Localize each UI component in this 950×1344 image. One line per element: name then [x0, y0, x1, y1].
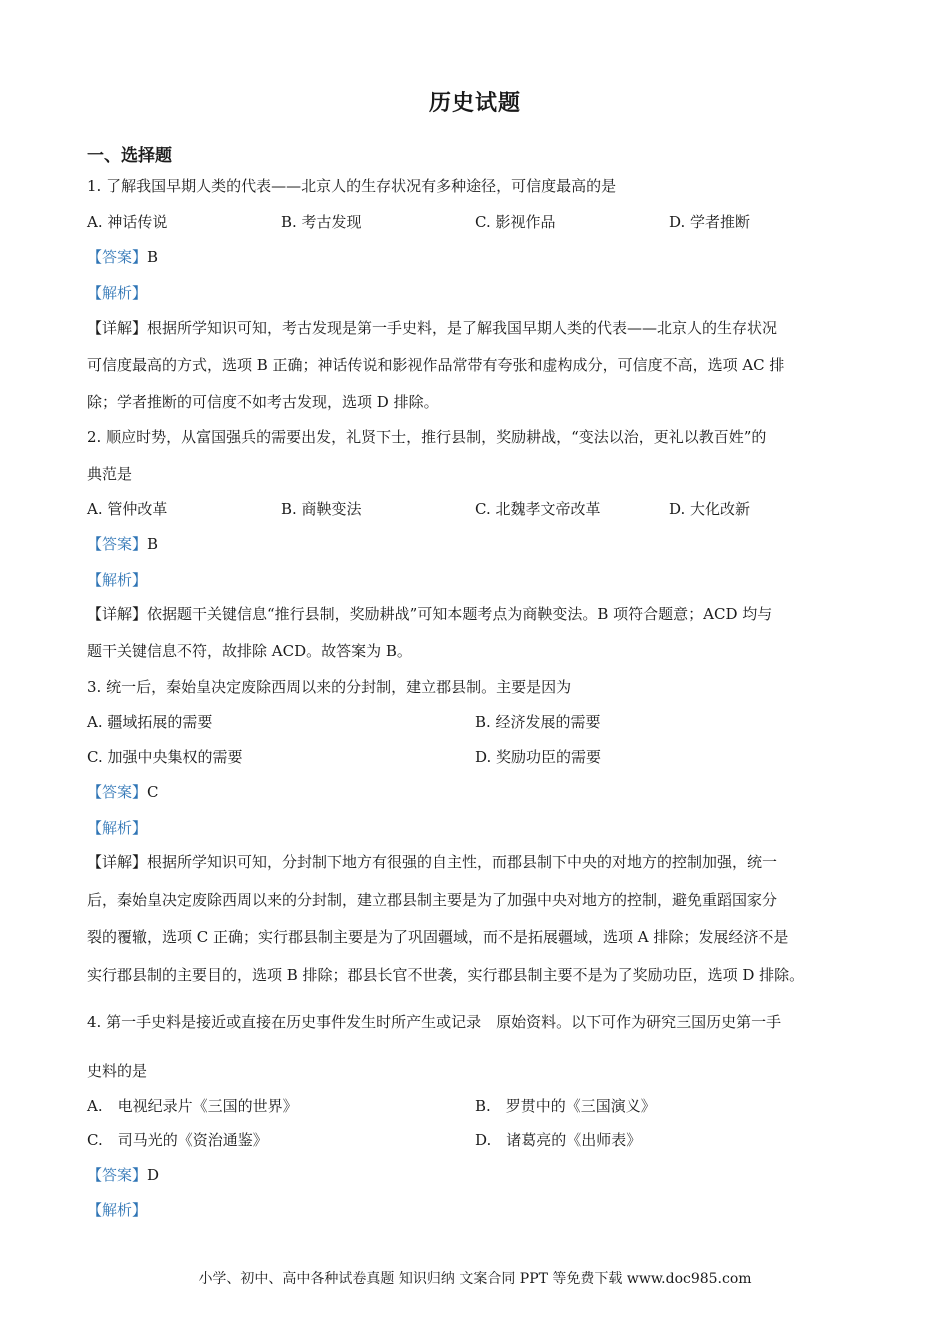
- answer-value: C: [147, 783, 159, 801]
- question-stem: 典范是: [87, 465, 133, 483]
- page-title: 历史试题: [428, 90, 521, 116]
- answer-value: D: [147, 1166, 160, 1184]
- option-c: C. 司马光的《资治通鉴》: [87, 1131, 268, 1149]
- question-stem: 4. 第一手史料是接近或直接在历史事件发生时所产生或记录 原始资料。以下可作为研究三国历史第一手: [87, 1013, 782, 1031]
- detail-line: 【详解】根据所学知识可知，考古发现是第一手史料，是了解我国早期人类的代表——北京人的生存状况: [87, 319, 778, 337]
- page-footer: 小学、初中、高中各种试卷真题 知识归纳 文案合同 PPT 等免费下载 www.doc985.com: [198, 1271, 752, 1287]
- option-a: A. 神话传说: [87, 213, 168, 231]
- option-a: A. 电视纪录片《三国的世界》: [87, 1097, 298, 1115]
- option-b: B. 考古发现: [281, 213, 362, 231]
- option-d: D. 奖励功臣的需要: [475, 748, 602, 766]
- answer-label: 【答案】: [87, 1166, 148, 1184]
- section-heading: 一、选择题: [87, 146, 172, 166]
- detail-line: 后，秦始皇决定废除西周以来的分封制，建立郡县制主要是为了加强中央对地方的控制，避免重蹈国家分: [87, 891, 778, 909]
- detail-line: 实行郡县制的主要目的，选项 B 排除；郡县长官不世袭，实行郡县制主要不是为了奖励功臣，选项 D 排除。: [87, 966, 805, 984]
- answer-row: [87, 534, 158, 554]
- question-stem: 史料的是: [87, 1062, 148, 1080]
- option-a: A. 疆域拓展的需要: [87, 713, 213, 731]
- answer-label: 【答案】: [87, 783, 148, 801]
- option-c: C. 北魏孝文帝改革: [475, 500, 601, 518]
- answer-row: [87, 1165, 159, 1185]
- detail-line: 题干关键信息不符，故排除 ACD。故答案为 B。: [87, 642, 412, 660]
- option-d: D. 诸葛亮的《出师表》: [475, 1131, 642, 1149]
- analysis-label: 【解析】: [87, 571, 148, 589]
- option-b: B. 经济发展的需要: [475, 713, 601, 731]
- analysis-label: 【解析】: [87, 1201, 148, 1219]
- option-b: B. 罗贯中的《三国演义》: [475, 1097, 656, 1115]
- question-stem: 2. 顺应时势，从富国强兵的需要出发，礼贤下士，推行县制，奖励耕战，“变法以治，更礼以教百姓”的: [87, 428, 767, 446]
- answer-label: 【答案】: [87, 248, 148, 266]
- option-a: A. 管仲改革: [87, 500, 168, 518]
- analysis-label: 【解析】: [87, 284, 148, 302]
- detail-line: 裂的覆辙，选项 C 正确；实行郡县制主要是为了巩固疆域，而不是拓展疆域，选项 A 排除；发展经济不是: [87, 928, 789, 946]
- option-d: D. 学者推断: [669, 213, 751, 231]
- analysis-label: 【解析】: [87, 819, 148, 837]
- detail-line: 可信度最高的方式，选项 B 正确；神话传说和影视作品常带有夸张和虚构成分，可信度不高，选项 AC 排: [87, 356, 785, 374]
- option-b: B. 商鞅变法: [281, 500, 362, 518]
- answer-value: B: [147, 248, 159, 266]
- answer-row: [87, 247, 158, 267]
- question-stem: 3. 统一后，秦始皇决定废除西周以来的分封制，建立郡县制。主要是因为: [87, 678, 572, 696]
- answer-row: [87, 782, 159, 802]
- question-stem: 1. 了解我国早期人类的代表——北京人的生存状况有多种途径，可信度最高的是: [87, 177, 617, 195]
- detail-line: 【详解】根据所学知识可知，分封制下地方有很强的自主性，而郡县制下中央的对地方的控制加强，统一: [87, 853, 778, 871]
- detail-line: 除；学者推断的可信度不如考古发现，选项 D 排除。: [87, 393, 439, 411]
- answer-label: 【答案】: [87, 535, 148, 553]
- detail-line: 【详解】依据题干关键信息“推行县制，奖励耕战”可知本题考点为商鞅变法。B 项符合题意；ACD 均与: [87, 605, 773, 623]
- option-c: C. 影视作品: [475, 213, 556, 231]
- option-d: D. 大化改新: [669, 500, 751, 518]
- option-c: C. 加强中央集权的需要: [87, 748, 243, 766]
- answer-value: B: [147, 535, 159, 553]
